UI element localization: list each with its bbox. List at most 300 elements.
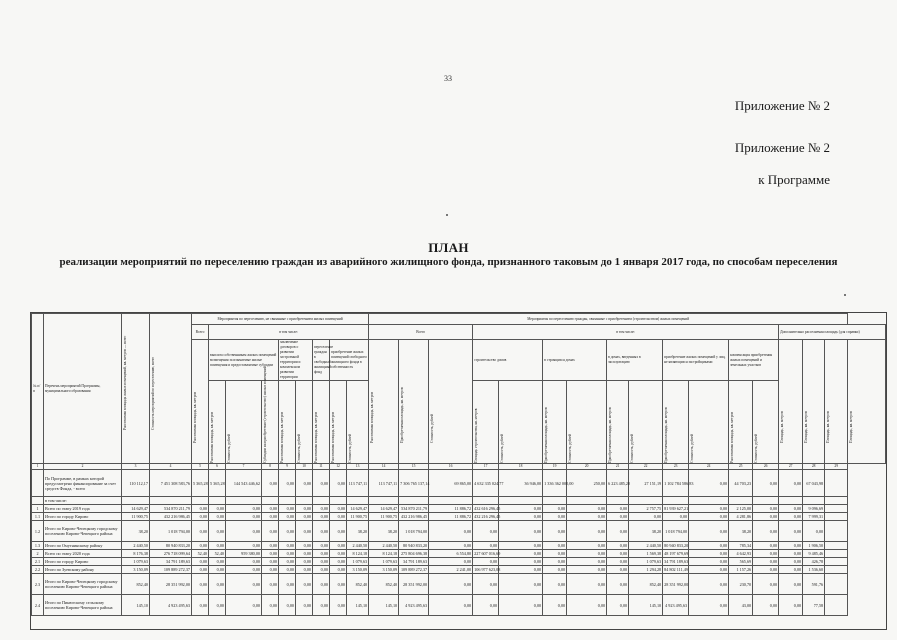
table-cell: 0,00 <box>313 550 330 558</box>
table-cell: 0,00 <box>192 566 209 574</box>
header-comp: компенсация приобретения жилых помещений и земельных участков <box>729 340 779 381</box>
table-cell: 0,00 <box>753 542 779 550</box>
table-cell: 0,00 <box>296 574 313 595</box>
table-cell: 0,00 <box>226 574 262 595</box>
table-cell: 28 351 992,00 <box>150 574 192 595</box>
table-cell: 0,00 <box>473 574 499 595</box>
table-cell: 0,00 <box>753 574 779 595</box>
column-number: 15 <box>399 464 429 470</box>
table-cell: 0,00 <box>262 550 279 558</box>
table-cell <box>825 497 848 505</box>
table-cell <box>499 497 543 505</box>
column-number: 3 <box>122 464 150 470</box>
column-number: 20 <box>567 464 607 470</box>
row-number: 2.1 <box>32 558 44 566</box>
table-row <box>32 497 886 505</box>
table-cell <box>825 574 848 595</box>
table-cell: 38,20 <box>629 521 663 542</box>
header-buy-done: в домах, введенных в эксплуатацию <box>607 340 663 381</box>
header-resettle: переселение граждан в свободный жилищный фонд <box>313 340 330 381</box>
table-cell <box>825 513 848 521</box>
table-cell: 38,20 <box>369 521 399 542</box>
column-number: 21 <box>607 464 629 470</box>
table-cell: 0,00 <box>330 505 347 513</box>
table-cell: 1 079,63 <box>369 558 399 566</box>
table-cell: 0,00 <box>262 521 279 542</box>
header-extra-1: Площадь, кв. метров <box>780 410 785 443</box>
row-number: 2.3 <box>32 574 44 595</box>
table-cell: 113 747,11 <box>347 470 369 497</box>
table-row <box>32 513 886 521</box>
table-cell: 38,20 <box>347 521 369 542</box>
table-cell: 0,00 <box>689 566 729 574</box>
table-cell: 0,00 <box>753 521 779 542</box>
table-cell: 0,00 <box>567 521 607 542</box>
table-cell: 0,00 <box>753 595 779 616</box>
table-cell: 0,00 <box>607 521 629 542</box>
table-cell: 1 536,60 <box>803 566 825 574</box>
column-number: 24 <box>689 464 729 470</box>
table-cell <box>689 497 729 505</box>
table-cell <box>753 497 779 505</box>
table-cell: 0,00 <box>607 566 629 574</box>
table-cell: 2 440,50 <box>122 542 150 550</box>
table-cell: 0,00 <box>330 574 347 595</box>
table-cell <box>473 497 499 505</box>
table-cell: 0,00 <box>226 542 262 550</box>
table-cell: 1 079,63 <box>629 558 663 566</box>
header-extra-2: Площадь, кв. метров <box>804 410 809 443</box>
table-cell: 534 870 211,79 <box>399 505 429 513</box>
table-cell <box>607 497 629 505</box>
table-cell: 84 802 111,49 <box>664 567 688 572</box>
header-contracts-cost: Стоимость, рублей <box>297 434 301 463</box>
table-cell: 1 157,26 <box>729 566 753 574</box>
table-cell: 0,00 <box>330 521 347 542</box>
header-owners-cost: Стоимость, рублей <box>227 434 231 463</box>
table-cell: 34 791 189,63 <box>664 559 689 564</box>
table-cell: 432 216 296,45 <box>474 514 501 519</box>
table-cell: 3 150,09 <box>369 566 399 574</box>
table-cell: 0,00 <box>330 595 347 616</box>
table-cell: 0,00 <box>607 550 629 558</box>
table-cell: 109 889 272,37 <box>150 566 192 574</box>
table-cell: 14 629,47 <box>122 505 150 513</box>
table-cell: 959 380,00 <box>226 550 262 558</box>
table-cell: 0,00 <box>779 521 803 542</box>
table-cell: 0,00 <box>192 574 209 595</box>
header-done-area: Приобретаемая площадь, кв. метров <box>608 407 613 463</box>
table-cell: 0,00 <box>192 595 209 616</box>
table-cell: 1 569,38 <box>629 550 663 558</box>
table-cell: 0,00 <box>779 470 803 497</box>
table-cell: 0,00 <box>607 574 629 595</box>
table-cell <box>369 497 399 505</box>
table-cell: 0,00 <box>689 574 729 595</box>
header-comp-area: Расселяемая площадь, кв. метров <box>730 411 735 463</box>
column-number: 1 <box>32 464 44 470</box>
table-cell: 0,00 <box>753 513 779 521</box>
table-cell: 565,69 <box>729 558 753 566</box>
table-cell: 0,00 <box>499 595 543 616</box>
table-cell: 80 940 833,20 <box>399 542 429 550</box>
table-cell: 0,00 <box>296 542 313 550</box>
table-cell: 0,00 <box>209 574 226 595</box>
header-comp-cost: Стоимость, рублей <box>754 434 759 463</box>
table-cell: 2 241,00 <box>429 566 473 574</box>
table-cell: 0,00 <box>313 505 330 513</box>
scan-speck <box>844 294 846 296</box>
table-cell <box>226 497 262 505</box>
table-row <box>32 574 886 595</box>
table-cell: 0,00 <box>543 550 567 558</box>
row-name: Всего по этапу 2020 года <box>44 550 122 558</box>
table-cell: 9 096,69 <box>803 505 825 513</box>
table-cell: 0,00 <box>567 542 607 550</box>
table-cell: 38,20 <box>729 521 753 542</box>
row-name: Итого по Кирово-Чепецкому городскому поселению Кирово-Чепецкого района <box>44 574 122 595</box>
column-number: 4 <box>150 464 192 470</box>
table-cell: 145,10 <box>369 595 399 616</box>
column-number: 27 <box>779 464 803 470</box>
table-row <box>32 566 886 574</box>
table-cell: 2 440,50 <box>629 542 663 550</box>
row-number: 1.1 <box>32 513 44 521</box>
column-number: 22 <box>629 464 663 470</box>
table-cell: 0,00 <box>499 505 543 513</box>
table-cell: 0,00 <box>753 470 779 497</box>
table-cell: 0,00 <box>429 521 473 542</box>
header-a-incl: в том числе: <box>209 325 369 340</box>
table-cell <box>803 497 825 505</box>
table-cell: 0,00 <box>607 542 629 550</box>
table-cell: 0,00 <box>262 558 279 566</box>
table-cell <box>825 470 848 497</box>
row-name: Итого по городу Кирово <box>44 558 122 566</box>
header-dev-cost: Стоимость, рублей <box>690 434 695 463</box>
table-cell <box>779 497 803 505</box>
table-row <box>32 521 886 542</box>
table-cell: 0,00 <box>753 505 779 513</box>
table-cell: 0,00 <box>313 521 330 542</box>
table-cell: 6 223 485,20 <box>607 470 629 497</box>
table-cell: 14 629,47 <box>347 505 369 513</box>
table-cell: 0,00 <box>296 521 313 542</box>
document-subtitle: реализации мероприятий по переселению граждан из аварийного жилищного фонда, признанного таковым до 1 января 2017 года, по способам переселения <box>59 256 838 268</box>
table-cell: 4 923 495,63 <box>663 595 689 616</box>
table-cell: 0,00 <box>296 558 313 566</box>
table-cell <box>825 521 848 542</box>
table-cell: 0,00 <box>279 595 296 616</box>
table-cell <box>825 566 848 574</box>
header-a-area: Расселяемая площадь, кв. метров <box>193 391 197 443</box>
header-other: приобретение жилых помещений свободного жилищного фонда в собственность <box>330 340 369 381</box>
page-number: 33 <box>444 74 452 83</box>
row-name: Итого по Зуевскому району <box>44 566 122 574</box>
table-cell: 0,00 <box>209 505 226 513</box>
table-cell: 4 642,93 <box>729 550 753 558</box>
table-cell: 0,00 <box>567 558 607 566</box>
header-area: Расселяемая площадь жилых помещений, кв. метров — всего <box>123 335 127 430</box>
table-cell: 0,00 <box>192 558 209 566</box>
table-cell: 0,00 <box>279 574 296 595</box>
table-cell: 0,00 <box>473 521 499 542</box>
table-cell: 0,00 <box>689 550 729 558</box>
table-cell: 0,00 <box>543 558 567 566</box>
table-row <box>32 595 886 616</box>
header-extra-3: Площадь, кв. метров <box>826 410 831 443</box>
table-cell: 0,00 <box>192 513 209 521</box>
table-cell: 0,00 <box>429 574 473 595</box>
header-ready-cost: Стоимость, рублей <box>568 434 573 463</box>
header-other-cost: Стоимость, рублей <box>348 434 352 463</box>
table-cell: 7 999,31 <box>803 513 825 521</box>
table-cell: 38,20 <box>122 521 150 542</box>
table-cell: 0,00 <box>296 595 313 616</box>
table-cell: 0,00 <box>429 542 473 550</box>
table-cell: 0,00 <box>330 558 347 566</box>
table-cell: 0,00 <box>226 558 262 566</box>
table-cell: 2 757,75 <box>629 505 663 513</box>
table-cell: 227 607 016,69 <box>474 551 501 556</box>
table-cell: 0,00 <box>330 566 347 574</box>
column-number: 10 <box>296 464 313 470</box>
table-cell: 80 940 833,20 <box>664 543 689 548</box>
plan-table-container <box>30 312 887 630</box>
table-cell: 0,00 <box>689 558 729 566</box>
header-b-total: Всего <box>369 325 473 340</box>
table-cell: 591,76 <box>803 574 825 595</box>
table-cell: 0,00 <box>296 505 313 513</box>
row-number <box>32 497 44 505</box>
table-cell: 0,00 <box>779 558 803 566</box>
table-cell: 0,00 <box>779 550 803 558</box>
table-cell: 0,00 <box>499 574 543 595</box>
table-cell: 69 865,00 <box>429 470 473 497</box>
header-a-total: Всего <box>192 325 209 340</box>
column-number: 26 <box>753 464 779 470</box>
table-cell: 0,00 <box>753 558 779 566</box>
table-cell: 0,00 <box>499 550 543 558</box>
table-cell: 4 632 335 024,77 <box>473 470 499 497</box>
table-cell <box>192 497 209 505</box>
table-cell: 44 703,23 <box>729 470 753 497</box>
table-cell: 0,00 <box>607 558 629 566</box>
table-cell: 0,00 <box>296 550 313 558</box>
table-cell: 11 900,75 <box>122 513 150 521</box>
table-cell: 0,00 <box>567 595 607 616</box>
table-cell: 276 718 099,64 <box>150 550 192 558</box>
table-cell <box>313 497 330 505</box>
table-cell: 0,00 <box>779 566 803 574</box>
row-number: 2.2 <box>32 566 44 574</box>
table-cell: 0,00 <box>803 521 825 542</box>
header-cost: Стоимость мероприятий по переселению, всего <box>151 356 155 430</box>
table-row <box>32 542 886 550</box>
header-contracts: заключение договоров о развитии застроенной территории и комплексном развитии территории <box>279 340 313 381</box>
header-owners-area: Расселяемая площадь, кв. метров <box>210 411 214 463</box>
header-owners-subs: Субсидии на приобретение (строительство) жилых помещений <box>263 366 267 463</box>
column-number: 11 <box>313 464 330 470</box>
column-number: 29 <box>825 464 848 470</box>
table-cell: 0,00 <box>313 513 330 521</box>
table-cell: 0,00 <box>689 513 729 521</box>
table-cell: 0,00 <box>499 566 543 574</box>
table-cell <box>825 550 848 558</box>
table-cell: 0,00 <box>296 566 313 574</box>
table-row <box>32 550 886 558</box>
header-extra: Дополнительно расселяемая площадь (для справки) <box>779 325 886 340</box>
header-b-cost: Стоимость, рублей <box>430 413 435 443</box>
header-group-a: Мероприятия по переселению, не связанные с приобретением жилых помещений <box>192 314 369 325</box>
table-cell: 80 940 833,20 <box>150 542 192 550</box>
table-cell: 0,00 <box>313 542 330 550</box>
table-cell <box>399 497 429 505</box>
header-build-cost: Стоимость, рублей <box>500 434 505 463</box>
table-cell: 0,00 <box>313 574 330 595</box>
table-cell: 0,00 <box>567 574 607 595</box>
table-cell: 250,00 <box>567 470 607 497</box>
table-cell: 0,00 <box>209 595 226 616</box>
column-number: 5 <box>192 464 209 470</box>
table-cell: 36 946,00 <box>499 470 543 497</box>
table-cell: 8 176,38 <box>122 550 150 558</box>
table-cell: 28 351 992,00 <box>399 574 429 595</box>
table-cell: 0,00 <box>779 574 803 595</box>
table-cell: 1 018 794,00 <box>150 521 192 542</box>
table-cell: 852,40 <box>629 574 663 595</box>
table-cell: 0,00 <box>226 505 262 513</box>
row-number: 1.2 <box>32 521 44 542</box>
header-buy-dev: приобретение жилых помещений у лиц, не являющихся застройщиками <box>663 340 729 381</box>
column-number: 7 <box>226 464 262 470</box>
table-cell: 0,00 <box>429 558 473 566</box>
table-cell: 785,34 <box>729 542 753 550</box>
row-name: По Программе, в рамках которой предусмотрено финансирование за счет средств Фонда, - всего <box>44 470 122 497</box>
table-cell: 0,00 <box>567 550 607 558</box>
table-cell: 0,00 <box>473 542 499 550</box>
table-cell: 43,00 <box>729 595 753 616</box>
table-cell: 0,00 <box>192 542 209 550</box>
table-cell: 0,00 <box>689 505 729 513</box>
table-cell: 534 870 211,79 <box>150 505 192 513</box>
table-cell: 0,00 <box>473 558 499 566</box>
table-cell <box>122 497 150 505</box>
table-cell <box>663 497 689 505</box>
table-cell: 0,00 <box>499 558 543 566</box>
table-cell: 3 150,09 <box>122 566 150 574</box>
table-cell <box>825 595 848 616</box>
plan-table <box>31 313 886 616</box>
table-cell: 0,00 <box>629 513 663 521</box>
table-cell: 7 306 765 137,14 <box>399 470 429 497</box>
table-cell: 0,00 <box>279 513 296 521</box>
table-cell: 0,00 <box>313 470 330 497</box>
table-cell: 0,00 <box>279 470 296 497</box>
table-cell: 0,00 <box>226 595 262 616</box>
table-row <box>32 558 886 566</box>
table-cell: 0,00 <box>567 513 607 521</box>
table-cell <box>825 505 848 513</box>
table-cell <box>629 497 663 505</box>
scan-speck <box>446 214 448 216</box>
header-build: строительство домов <box>473 340 543 381</box>
table-cell: 0,00 <box>663 513 689 521</box>
table-cell: 109 889 272,37 <box>399 566 429 574</box>
table-cell: 0,00 <box>567 566 607 574</box>
table-cell: 0,00 <box>330 550 347 558</box>
table-cell: 0,00 <box>279 558 296 566</box>
table-cell: 0,00 <box>429 595 473 616</box>
column-number: 8 <box>262 464 279 470</box>
table-cell: 110 112,17 <box>122 470 150 497</box>
table-cell: 0,00 <box>689 595 729 616</box>
table-cell: 0,00 <box>543 505 567 513</box>
table-cell: 2 440,50 <box>369 542 399 550</box>
table-cell: 11 886,72 <box>429 513 473 521</box>
table-cell: 0,00 <box>279 550 296 558</box>
table-cell: 0,00 <box>543 566 567 574</box>
table-cell: 0,00 <box>262 595 279 616</box>
row-name: Итого по Пинюгскому сельскому поселению Кирово-Чепецкого района <box>44 595 122 616</box>
table-cell: 52,40 <box>192 550 209 558</box>
table-cell <box>262 497 279 505</box>
table-cell: 432 616 296,45 <box>474 506 501 511</box>
row-name: Итого по Омутнинскому району <box>44 542 122 550</box>
table-cell: 0,00 <box>209 513 226 521</box>
row-number: 1 <box>32 505 44 513</box>
table-cell: 0,00 <box>330 470 347 497</box>
table-cell: 1 018 794,00 <box>399 521 429 542</box>
table-cell: 145,10 <box>629 595 663 616</box>
document-title: ПЛАН <box>428 240 469 255</box>
row-number <box>32 470 44 497</box>
table-cell: 0,00 <box>226 513 262 521</box>
header-contracts-area: Расселяемая площадь, кв. метров <box>280 411 284 463</box>
table-cell: 0,00 <box>279 521 296 542</box>
row-name: Итого по городу Кирово <box>44 513 122 521</box>
table-cell: 0,00 <box>779 513 803 521</box>
row-name: Всего по этапу 2019 года <box>44 505 122 513</box>
table-cell: 0,00 <box>499 521 543 542</box>
table-cell: 0,00 <box>753 566 779 574</box>
table-cell: 113 747,11 <box>369 470 399 497</box>
table-cell: 426,78 <box>803 558 825 566</box>
table-cell: 0,00 <box>779 542 803 550</box>
table-cell: 144 543 446,62 <box>226 470 262 497</box>
table-cell: 0,00 <box>262 470 279 497</box>
table-cell <box>347 497 369 505</box>
table-cell: 11 900,75 <box>369 513 399 521</box>
table-cell: 0,00 <box>779 595 803 616</box>
column-number: 19 <box>543 464 567 470</box>
header-group-b: Мероприятия по переселению граждан, связанные с приобретением (строительством) жилых помещений <box>369 314 848 325</box>
table-cell: 1 079,63 <box>347 558 369 566</box>
table-cell: 14 629,47 <box>369 505 399 513</box>
table-cell: 106 977 623,08 <box>474 567 501 572</box>
header-owners: выплата собственникам жилых помещений возмещения за изымаемые жилые помещения и предоставляемые субсидии <box>209 340 279 381</box>
table-cell <box>150 497 192 505</box>
table-cell: 0,00 <box>262 513 279 521</box>
table-cell: 0,00 <box>313 558 330 566</box>
header-b-incl: в том числе: <box>473 325 779 340</box>
table-cell: 11 900,75 <box>347 513 369 521</box>
table-cell: 0,00 <box>473 595 499 616</box>
table-cell: 432 216 986,45 <box>150 513 192 521</box>
table-row <box>32 470 886 497</box>
table-cell: 0,00 <box>689 470 729 497</box>
table-cell: 0,00 <box>567 505 607 513</box>
